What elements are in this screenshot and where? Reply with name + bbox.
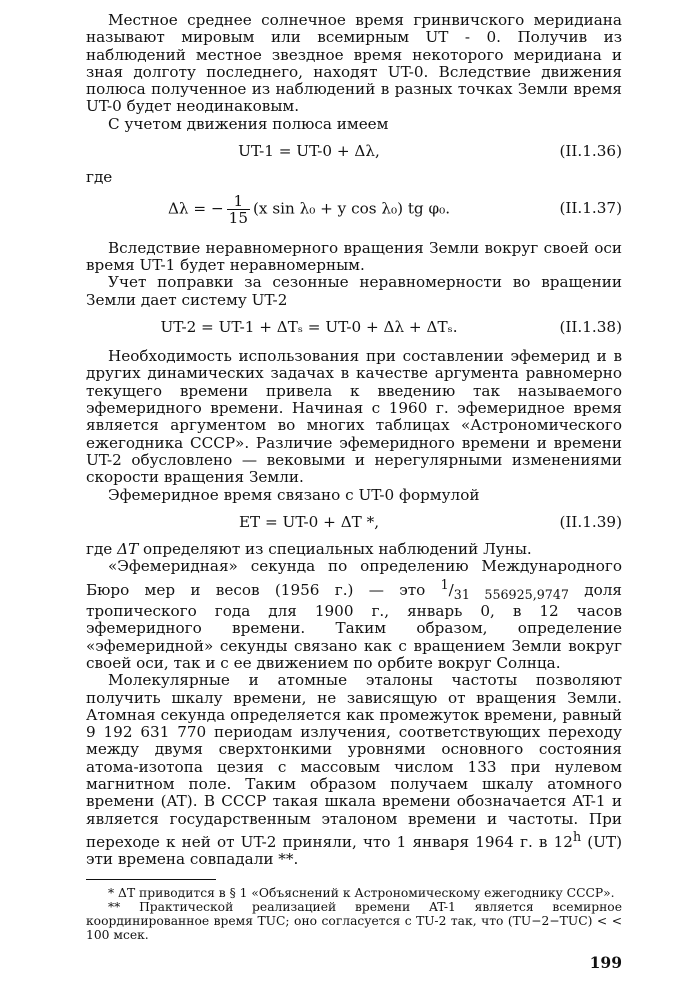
formula-lhs: Δλ = − [167,199,224,218]
footnote-1: * ΔT приводится в § 1 «Объяснений к Астрономическому ежегоднику СССР». [108,885,615,900]
paragraph-pole-motion: С учетом движения полюса имеем [108,114,389,133]
formula-rhs: (x sin λ₀ + y cos λ₀) tg φ₀. [253,199,451,218]
paragraph-ephemeris-formula-intro: Эфемеридное время связано с UT-0 формулой [108,485,480,504]
equation-number: (II.1.39) [559,512,622,531]
equation-number: (II.1.37) [559,199,622,218]
paragraph-seasonal-correction: Учет поправки за сезонные неравномерности во вращении Земли дает систему UT-2 [86,273,622,309]
footnote-divider [86,879,216,880]
delta-t-symbol: ΔT [117,540,139,559]
formula-expression: UT-2 = UT-1 + ΔTₛ = UT-0 + Δλ + ΔTₛ. [160,317,458,336]
equation-number: (II.1.38) [559,317,622,336]
text-fragment: доля тропического года для 1900 г., январь 0, в 12 часов эфемеридного времени. Таким образом, определение «эфемеридной» секунды связано как с вращением Земли вокруг своей оси, так и с ее движением по орбите вокруг Солнца. [86,580,622,672]
text-fragment: «Эфемеридная» секунда по определению Международного Бюро мер и весов (1956 г.) — это [86,557,622,599]
text-fragment: определяют из специальных наблюдений Луны. [138,540,532,559]
formula-expression: UT-1 = UT-0 + Δλ, [238,142,380,161]
fraction-denominator: 15 [228,208,248,227]
fraction [227,193,250,226]
formula-ii-1-36 [86,143,622,160]
word-where: где [86,168,113,187]
page-number: 199 [589,953,622,972]
hour-superscript: h [572,828,582,844]
formula-expression: ET = UT-0 + ΔT *, [238,512,380,531]
text-fragment: (UT) эти времена совпадали **. [86,833,623,869]
equation-number: (II.1.36) [559,142,622,161]
formula-expression [86,193,532,226]
formula-ii-1-38 [86,319,622,336]
fraction-numerator: 1 [227,193,250,210]
paragraph-uneven-rotation: Вследствие неравномерного вращения Земли вокруг своей оси время UT-1 будет неравномерным. [86,238,622,274]
fraction-numerator: 1 [440,576,449,592]
footnote-2: ** Практической реализацией времени AT-1 является всемирное координированное время TUC; оно согласуется с TU-2 так, что (TU−2−TUC) < < 100 мсек. [86,899,622,942]
paragraph-ephemeris-time: Необходимость использования при составлении эфемерид и в других динамических задачах в качестве аргумента равномерно текущего времени привела к введению так называемого эфемеридного времени. Начиная с 1960 г. эфемеридное время является аргументом во многих таблицах «Астрономического ежегодника СССР». Различие эфемеридного времени и времени UT-2 обусловлено — вековыми и нерегулярными изменениями скорости вращения Земли. [86,347,622,487]
paragraph-atomic-time [86,672,622,868]
formula-ii-1-37 [86,193,622,226]
text-fragment: Молекулярные и атомные эталоны частоты позволяют получить шкалу времени, не зависящую от вращения Земли. Атомная секунда определяется как промежуток времени, равный 9 192 631 770 периодам излучения, соответствующих переходу между двумя сверхтонкими уровнями основного состояния атома-изотопа цезия с массовым числом 133 при нулевом магнитном поле. Таким образом получаем шкалу атомного времени (AT). В СССР такая шкала времени обозначается AT-1 и является государственным эталоном времени и частоты. При переходе к ней от UT-2 приняли, что 1 января 1964 г. в 12 [86,671,622,852]
text-fragment: где [86,540,118,559]
paragraph-ephemeris-second: «Эфемеридная» секунда по определению Международного Бюро мер и весов (1956 г.) — это $^1/_{31 556925,9747}$ доля тропического года для 1900 г., январь 0, в 12 часов эфемеридного времени. Таким образом, определение «эфемеридной» секунды связано как с вращением Земли вокруг своей оси, так и с ее движением по орбите вокруг Солнца. [86,557,622,672]
paragraph-universal-time: Местное среднее солнечное время гринвичского меридиана называют мировым или всемирным UT - 0. Получив из наблюдений местное звездное время некоторого меридиана и зная долготу последнего, находят UT-0. Вследствие движения полюса полученное из наблюдений в разных точках Земли время UT-0 будет неодинаковым. [86,11,622,116]
formula-ii-1-39 [86,514,622,531]
paragraph-delta-t [86,541,622,558]
fraction-denominator: 31 556925,9747 [453,586,569,602]
